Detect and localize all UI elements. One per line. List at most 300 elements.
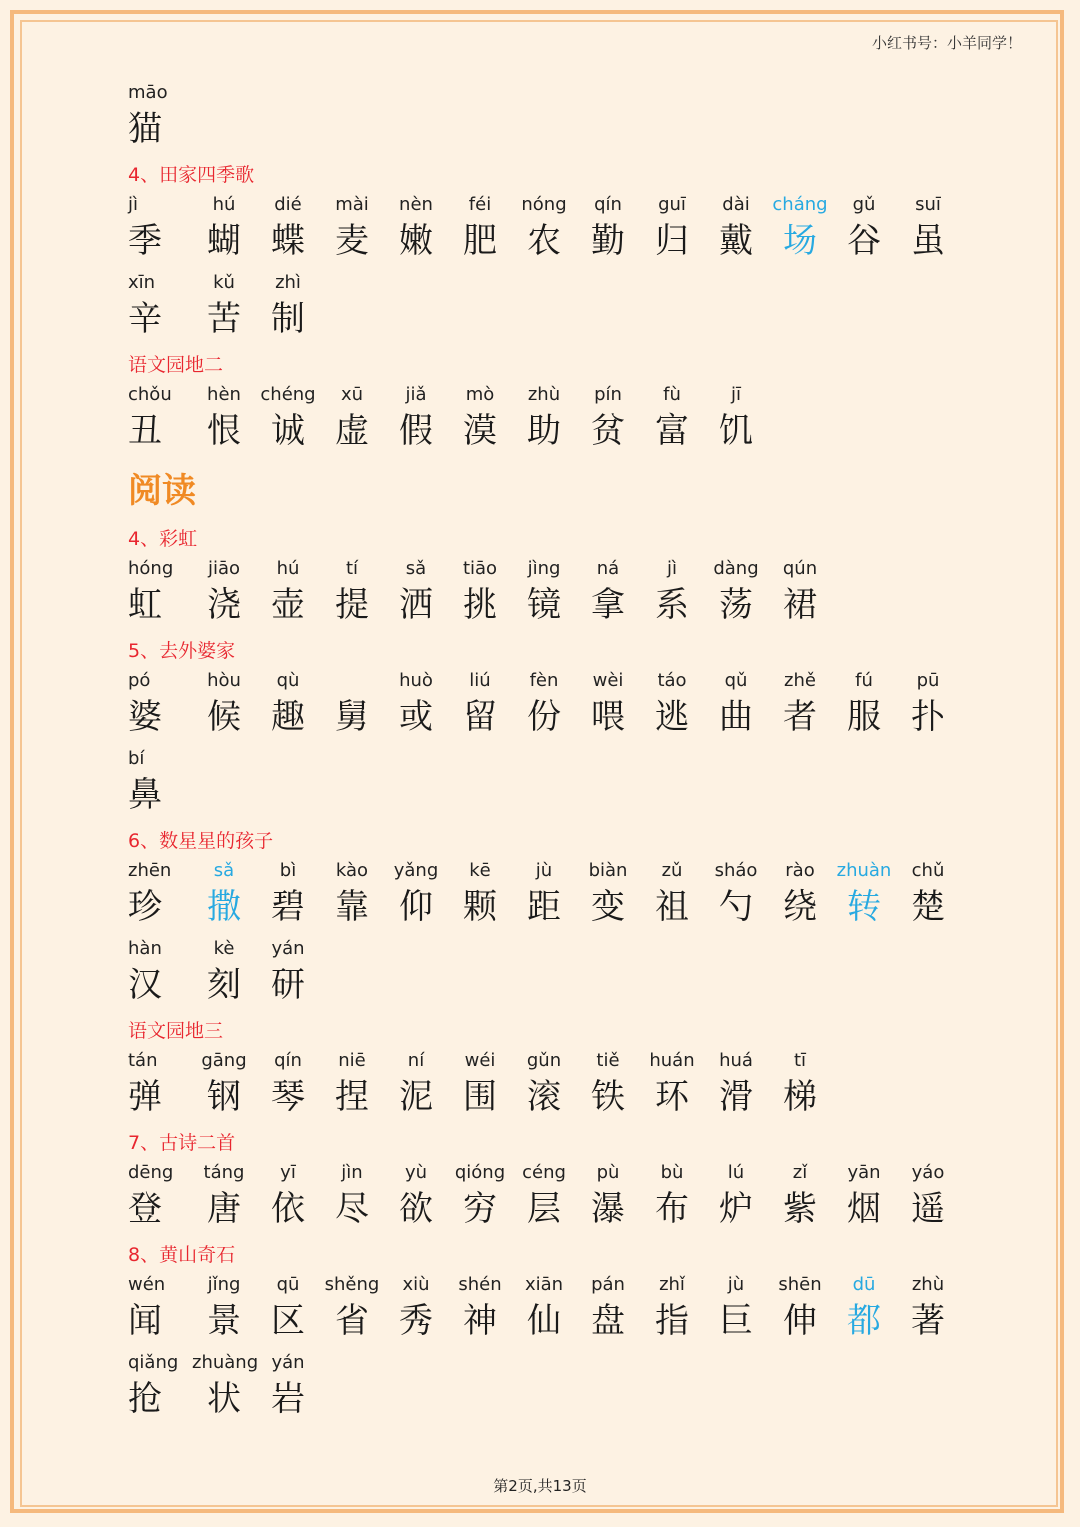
brand-label: 小红书号：小羊同学！ <box>871 34 1022 52</box>
pinyin: biàn <box>588 860 628 881</box>
page-number: 第2页,共13页 <box>493 1477 587 1495</box>
char-cell <box>192 382 256 460</box>
hanzi: 麦 <box>335 221 369 261</box>
char-cell <box>896 858 960 936</box>
char-cell-highlighted <box>832 858 896 936</box>
char-cell <box>448 192 512 270</box>
pinyin: hú <box>276 558 300 579</box>
hanzi: 留 <box>463 697 497 737</box>
hanzi: 遥 <box>911 1189 945 1229</box>
char-row <box>128 1048 988 1126</box>
pinyin: ná <box>596 558 620 579</box>
pinyin: yān <box>847 1162 881 1183</box>
pinyin: lú <box>727 1162 745 1183</box>
hanzi: 谷 <box>847 221 881 261</box>
hanzi: 楚 <box>911 887 945 927</box>
hanzi: 服 <box>847 697 881 737</box>
pinyin: céng <box>522 1162 566 1183</box>
hanzi: 趣 <box>271 697 305 737</box>
pinyin: qióng <box>454 1162 506 1183</box>
char-row <box>128 382 988 460</box>
pinyin: yī <box>280 1162 296 1183</box>
pinyin: nèn <box>399 194 433 215</box>
pinyin: liú <box>469 670 491 691</box>
hanzi: 丑 <box>128 411 162 451</box>
pinyin: ní <box>407 1050 425 1071</box>
char-cell <box>448 1160 512 1238</box>
pinyin: jiāo <box>207 558 241 579</box>
char-cell <box>256 1048 320 1126</box>
hanzi: 唐 <box>207 1189 241 1229</box>
char-cell <box>704 858 768 936</box>
char-cell <box>320 858 384 936</box>
char-cell <box>320 1272 384 1350</box>
hanzi: 或 <box>399 697 433 737</box>
hanzi: 勺 <box>719 887 753 927</box>
pinyin: dàng <box>713 558 759 579</box>
char-cell <box>640 1048 704 1126</box>
pinyin: zhuàng <box>192 1352 259 1373</box>
hanzi: 祖 <box>655 887 689 927</box>
hanzi: 份 <box>527 697 561 737</box>
pinyin: zhù <box>911 1274 945 1295</box>
lesson-heading: 4、彩虹 <box>128 528 198 550</box>
char-cell <box>704 382 768 460</box>
char-cell <box>256 1160 320 1238</box>
char-cell <box>512 1048 576 1126</box>
hanzi: 状 <box>207 1379 241 1419</box>
char-row <box>128 1350 988 1428</box>
hanzi: 靠 <box>335 887 369 927</box>
hanzi: 饥 <box>719 411 753 451</box>
hanzi: 挑 <box>463 585 497 625</box>
hanzi: 壶 <box>271 585 305 625</box>
hanzi: 抢 <box>128 1379 162 1419</box>
pinyin <box>320 668 384 694</box>
lesson-heading: 4、田家四季歌 <box>128 164 255 186</box>
hanzi: 辛 <box>128 299 162 339</box>
hanzi: 紫 <box>783 1189 817 1229</box>
hanzi: 猫 <box>128 109 162 149</box>
pinyin: fù <box>663 384 681 405</box>
char-cell <box>384 1160 448 1238</box>
pinyin: hú <box>212 194 236 215</box>
pinyin: dài <box>722 194 750 215</box>
hanzi: 围 <box>463 1077 497 1117</box>
hanzi: 归 <box>655 221 689 261</box>
char-cell <box>704 192 768 270</box>
char-cell <box>704 556 768 634</box>
hanzi: 刻 <box>207 965 241 1005</box>
char-cell <box>640 382 704 460</box>
hanzi: 闻 <box>128 1301 162 1341</box>
char-row <box>128 746 988 824</box>
char-cell <box>512 668 576 746</box>
char-cell <box>384 556 448 634</box>
hanzi: 盘 <box>591 1301 625 1341</box>
hanzi: 系 <box>655 585 689 625</box>
hanzi: 婆 <box>128 697 162 737</box>
char-cell <box>448 858 512 936</box>
pinyin: qū <box>276 1274 300 1295</box>
hanzi: 勤 <box>591 221 625 261</box>
char-cell <box>128 1272 192 1350</box>
pinyin: jiǎ <box>405 384 427 405</box>
hanzi: 富 <box>655 411 689 451</box>
hanzi: 提 <box>335 585 369 625</box>
hanzi: 候 <box>207 697 241 737</box>
pinyin: zhǐ <box>659 1274 685 1295</box>
char-cell <box>256 1272 320 1350</box>
pinyin: xiù <box>402 1274 430 1295</box>
hanzi: 梯 <box>783 1077 817 1117</box>
char-cell <box>832 668 896 746</box>
pinyin: yán <box>271 938 305 959</box>
hanzi: 蝴 <box>207 221 241 261</box>
pinyin: zǐ <box>792 1162 808 1183</box>
char-cell <box>640 556 704 634</box>
char-cell <box>576 382 640 460</box>
hanzi: 省 <box>335 1301 369 1341</box>
char-cell <box>256 858 320 936</box>
hanzi: 制 <box>271 299 305 339</box>
char-cell <box>512 1160 576 1238</box>
hanzi: 碧 <box>271 887 305 927</box>
pinyin: pó <box>128 670 151 691</box>
pinyin: huán <box>649 1050 695 1071</box>
hanzi: 戴 <box>719 221 753 261</box>
char-cell <box>256 668 320 746</box>
pinyin: dū <box>852 1274 876 1295</box>
hanzi: 逃 <box>655 697 689 737</box>
pinyin: xiān <box>524 1274 564 1295</box>
char-cell <box>320 382 384 460</box>
hanzi: 季 <box>128 221 162 261</box>
pinyin: sǎ <box>213 860 235 881</box>
pinyin: chǒu <box>128 384 172 405</box>
hanzi: 洒 <box>399 585 433 625</box>
pinyin: fèn <box>529 670 559 691</box>
hanzi: 研 <box>271 965 305 1005</box>
char-cell <box>128 1350 192 1428</box>
pinyin: jì <box>666 558 677 579</box>
hanzi: 区 <box>271 1301 305 1341</box>
pinyin: dié <box>274 194 302 215</box>
hanzi: 都 <box>847 1301 881 1341</box>
char-cell <box>640 1272 704 1350</box>
pinyin: yáo <box>911 1162 945 1183</box>
char-cell <box>128 746 192 824</box>
pinyin: sháo <box>714 860 758 881</box>
hanzi: 滚 <box>527 1077 561 1117</box>
char-cell <box>512 382 576 460</box>
hanzi: 钢 <box>207 1077 241 1117</box>
hanzi: 农 <box>527 221 561 261</box>
char-cell <box>192 1160 256 1238</box>
char-cell <box>576 192 640 270</box>
pinyin: jìng <box>527 558 561 579</box>
char-cell <box>704 1272 768 1350</box>
char-cell <box>640 1160 704 1238</box>
pinyin: mài <box>335 194 369 215</box>
pinyin: gāng <box>201 1050 247 1071</box>
char-cell <box>128 270 192 348</box>
char-cell <box>320 1048 384 1126</box>
char-cell <box>192 556 256 634</box>
hanzi: 荡 <box>719 585 753 625</box>
char-cell-highlighted <box>768 192 832 270</box>
char-cell <box>192 1272 256 1350</box>
char-row <box>128 668 988 746</box>
pinyin: táng <box>203 1162 245 1183</box>
lesson-heading: 6、数星星的孩子 <box>128 830 274 852</box>
hanzi: 炉 <box>719 1189 753 1229</box>
hanzi: 泥 <box>399 1077 433 1117</box>
lesson-heading: 语文园地二 <box>128 354 224 376</box>
char-cell <box>256 192 320 270</box>
char-cell <box>832 192 896 270</box>
hanzi: 颗 <box>463 887 497 927</box>
pinyin: zhēn <box>128 860 172 881</box>
pinyin: pù <box>596 1162 620 1183</box>
char-cell <box>128 1160 192 1238</box>
pinyin: dēng <box>128 1162 174 1183</box>
hanzi: 巨 <box>719 1301 753 1341</box>
pinyin: qún <box>782 558 818 579</box>
hanzi: 虹 <box>128 585 162 625</box>
char-row <box>128 192 988 270</box>
hanzi: 虚 <box>335 411 369 451</box>
char-cell <box>576 556 640 634</box>
pinyin: kē <box>469 860 491 881</box>
char-cell <box>128 80 192 158</box>
pinyin: hòu <box>207 670 241 691</box>
char-cell <box>192 1350 259 1428</box>
hanzi: 假 <box>399 411 433 451</box>
char-cell <box>128 668 192 746</box>
pinyin: hèn <box>207 384 241 405</box>
pinyin: zhù <box>527 384 561 405</box>
char-cell <box>192 192 256 270</box>
char-cell-highlighted <box>832 1272 896 1350</box>
char-cell <box>384 1272 448 1350</box>
char-cell <box>320 1160 384 1238</box>
pinyin: chéng <box>260 384 316 405</box>
pinyin: fú <box>855 670 873 691</box>
char-cell <box>128 382 192 460</box>
pinyin: shén <box>458 1274 502 1295</box>
char-cell <box>704 1048 768 1126</box>
pinyin: táo <box>657 670 687 691</box>
hanzi: 秀 <box>399 1301 433 1341</box>
section-title: 阅读 <box>128 471 196 511</box>
hanzi: 穷 <box>463 1189 497 1229</box>
pinyin: pán <box>591 1274 625 1295</box>
char-cell <box>640 858 704 936</box>
hanzi: 者 <box>783 697 817 737</box>
char-row <box>128 858 988 936</box>
pinyin: tiāo <box>462 558 498 579</box>
char-row <box>128 1160 988 1238</box>
hanzi: 场 <box>783 221 817 261</box>
char-cell <box>448 556 512 634</box>
hanzi: 瀑 <box>591 1189 625 1229</box>
char-cell <box>768 858 832 936</box>
hanzi: 鼻 <box>128 775 162 815</box>
pinyin: kǔ <box>213 272 235 293</box>
hanzi: 贫 <box>591 411 625 451</box>
pinyin: bù <box>660 1162 684 1183</box>
pinyin: tiě <box>596 1050 620 1071</box>
hanzi: 裙 <box>783 585 817 625</box>
pinyin: kè <box>213 938 235 959</box>
pinyin: tí <box>345 558 359 579</box>
pinyin: huò <box>399 670 433 691</box>
char-cell <box>768 1160 832 1238</box>
pinyin: jìn <box>341 1162 363 1183</box>
char-cell <box>128 192 192 270</box>
char-row <box>128 270 988 348</box>
pinyin: zhì <box>275 272 301 293</box>
char-cell <box>896 1272 960 1350</box>
char-cell <box>256 382 320 460</box>
char-cell <box>576 1048 640 1126</box>
pinyin: pū <box>916 670 940 691</box>
char-cell <box>640 668 704 746</box>
char-cell <box>128 858 192 936</box>
char-cell <box>448 1272 512 1350</box>
char-cell <box>384 192 448 270</box>
pinyin: hàn <box>128 938 162 959</box>
pinyin: jì <box>128 194 139 215</box>
hanzi: 舅 <box>335 697 369 737</box>
hanzi: 仰 <box>399 887 433 927</box>
pinyin: yán <box>271 1352 305 1373</box>
pinyin: féi <box>468 194 492 215</box>
hanzi: 烟 <box>847 1189 881 1229</box>
char-cell <box>448 668 512 746</box>
hanzi: 助 <box>527 411 561 451</box>
hanzi: 尽 <box>335 1189 369 1229</box>
hanzi: 神 <box>463 1301 497 1341</box>
pinyin: yù <box>404 1162 428 1183</box>
hanzi: 曲 <box>719 697 753 737</box>
char-cell <box>512 556 576 634</box>
pinyin: gǔn <box>526 1050 562 1071</box>
pinyin: zhuàn <box>836 860 892 881</box>
char-cell <box>384 858 448 936</box>
char-cell <box>768 556 832 634</box>
pinyin: suī <box>915 194 941 215</box>
hanzi: 伸 <box>783 1301 817 1341</box>
pinyin: wén <box>128 1274 166 1295</box>
char-row <box>128 1272 988 1350</box>
pinyin: huá <box>719 1050 753 1071</box>
hanzi: 布 <box>655 1189 689 1229</box>
pinyin: bì <box>279 860 297 881</box>
char-cell <box>512 192 576 270</box>
char-cell <box>512 858 576 936</box>
pinyin: sǎ <box>405 558 427 579</box>
pinyin: tán <box>128 1050 158 1071</box>
hanzi: 拿 <box>591 585 625 625</box>
char-cell <box>256 556 320 634</box>
pinyin: guī <box>658 194 686 215</box>
char-row <box>128 936 988 1014</box>
hanzi: 著 <box>911 1301 945 1341</box>
char-cell <box>640 192 704 270</box>
char-cell <box>320 556 384 634</box>
vocab-list <box>128 80 988 1428</box>
hanzi: 汉 <box>128 965 162 1005</box>
pinyin: wèi <box>592 670 624 691</box>
char-cell <box>768 1272 832 1350</box>
hanzi: 环 <box>655 1077 689 1117</box>
hanzi: 肥 <box>463 221 497 261</box>
char-cell <box>576 668 640 746</box>
hanzi: 嫩 <box>399 221 433 261</box>
pinyin: jī <box>730 384 741 405</box>
char-cell <box>320 668 384 746</box>
char-cell <box>192 936 256 1014</box>
lesson-heading: 5、去外婆家 <box>128 640 236 662</box>
pinyin: zhě <box>784 670 816 691</box>
hanzi: 铁 <box>591 1077 625 1117</box>
hanzi: 镜 <box>527 585 561 625</box>
hanzi: 珍 <box>128 887 162 927</box>
pinyin: tī <box>793 1050 807 1071</box>
pinyin: bí <box>128 748 145 769</box>
pinyin: qù <box>276 670 300 691</box>
hanzi: 登 <box>128 1189 162 1229</box>
pinyin: jù <box>535 860 553 881</box>
pinyin: qǔ <box>724 670 748 691</box>
hanzi: 变 <box>591 887 625 927</box>
char-cell-highlighted <box>192 858 256 936</box>
hanzi: 琴 <box>271 1077 305 1117</box>
hanzi: 层 <box>527 1189 561 1229</box>
hanzi: 仙 <box>527 1301 561 1341</box>
char-row <box>128 556 988 634</box>
lesson-heading: 语文园地三 <box>128 1020 224 1042</box>
char-cell <box>384 668 448 746</box>
hanzi: 虽 <box>911 221 945 261</box>
pinyin: wéi <box>464 1050 496 1071</box>
pinyin: shěng <box>324 1274 380 1295</box>
hanzi: 距 <box>527 887 561 927</box>
pinyin: cháng <box>772 194 828 215</box>
pinyin: hóng <box>128 558 174 579</box>
hanzi: 喂 <box>591 697 625 737</box>
char-cell <box>768 1048 832 1126</box>
char-cell <box>576 858 640 936</box>
char-cell <box>896 1160 960 1238</box>
char-cell <box>512 1272 576 1350</box>
char-cell <box>896 668 960 746</box>
pinyin: nóng <box>521 194 567 215</box>
pinyin: pín <box>594 384 622 405</box>
pinyin: zǔ <box>661 860 683 881</box>
char-cell <box>448 1048 512 1126</box>
char-cell <box>320 192 384 270</box>
lesson-heading: 8、黄山奇石 <box>128 1244 236 1266</box>
hanzi: 依 <box>271 1189 305 1229</box>
char-cell <box>192 270 256 348</box>
char-cell <box>896 192 960 270</box>
pinyin: mò <box>465 384 495 405</box>
char-cell <box>192 1048 256 1126</box>
pinyin: māo <box>128 82 168 103</box>
